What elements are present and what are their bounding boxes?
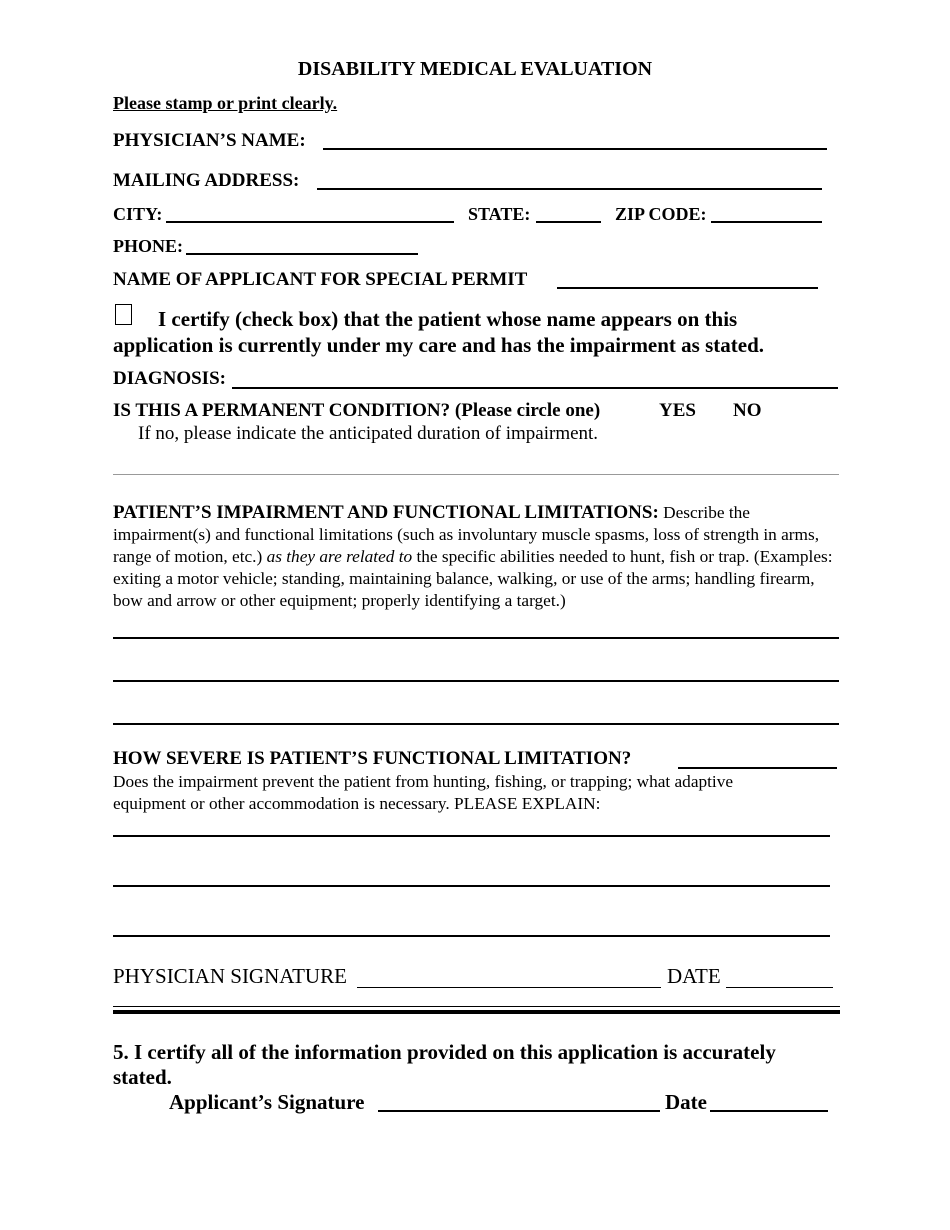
impairment-answer-line-3[interactable] xyxy=(113,723,839,725)
physician-date-field[interactable] xyxy=(726,987,833,988)
applicant-date-label: Date xyxy=(665,1090,707,1114)
severity-answer-line-1[interactable] xyxy=(113,835,830,837)
impairment-text-italic: as they are related to xyxy=(266,547,413,566)
applicant-certify-line2: stated. xyxy=(113,1065,172,1089)
severity-answer-line-3[interactable] xyxy=(113,935,830,937)
double-rule xyxy=(113,1006,840,1014)
state-label: STATE: xyxy=(468,204,531,224)
physician-signature-label: PHYSICIAN SIGNATURE xyxy=(113,964,347,988)
applicant-date-field[interactable] xyxy=(710,1110,828,1112)
physician-name-field[interactable] xyxy=(323,148,827,150)
impairment-answer-line-2[interactable] xyxy=(113,680,839,682)
applicant-name-label: NAME OF APPLICANT FOR SPECIAL PERMIT xyxy=(113,269,528,290)
mailing-address-field[interactable] xyxy=(317,188,822,190)
impairment-answer-line-1[interactable] xyxy=(113,637,839,639)
permanent-no-option[interactable]: NO xyxy=(733,400,762,421)
physician-name-label: PHYSICIAN’S NAME: xyxy=(113,130,306,151)
zip-field[interactable] xyxy=(711,221,822,223)
duration-note: If no, please indicate the anticipated duration of impairment. xyxy=(138,423,599,444)
impairment-text-a: Describe the impairment(s) and functional limitations (such as involuntary muscle spasms, loss of strength in arms, range of motion, etc.) xyxy=(113,503,820,566)
physician-date-label: DATE xyxy=(667,964,721,988)
applicant-name-field[interactable] xyxy=(557,287,818,289)
severity-heading: HOW SEVERE IS PATIENT’S FUNCTIONAL LIMITATION? xyxy=(113,748,632,769)
phone-field[interactable] xyxy=(186,253,418,255)
certify-text-line2: application is currently under my care and has the impairment as stated. xyxy=(113,333,765,357)
applicant-signature-label: Applicant’s Signature xyxy=(169,1090,365,1114)
severity-answer-line-2[interactable] xyxy=(113,885,830,887)
permanent-question: IS THIS A PERMANENT CONDITION? (Please circle one) xyxy=(113,400,601,421)
certify-checkbox[interactable] xyxy=(115,304,132,325)
section-divider xyxy=(113,474,839,475)
state-field[interactable] xyxy=(536,221,601,223)
city-label: CITY: xyxy=(113,204,163,224)
impairment-heading: PATIENT’S IMPAIRMENT AND FUNCTIONAL LIMITATIONS: xyxy=(113,502,659,523)
zip-label: ZIP CODE: xyxy=(615,204,707,224)
certify-text-line1: I certify (check box) that the patient whose name appears on this xyxy=(158,307,738,331)
severity-text: Does the impairment prevent the patient from hunting, fishing, or trapping; what adaptive equipment or other accommodation is necessary. PLEASE EXPLAIN: xyxy=(113,772,734,813)
severity-field[interactable] xyxy=(678,767,837,769)
diagnosis-label: DIAGNOSIS: xyxy=(113,368,226,389)
impairment-text-b: the specific abilities needed to hunt, fish or trap. (Examples: exiting a motor vehicle; standing, maintaining balance, walking, or use of the arms; handling firearm, bow and arrow or other equipment; properly identifying a target.) xyxy=(113,547,833,610)
applicant-signature-field[interactable] xyxy=(378,1110,660,1112)
instruction-text: Please stamp or print clearly. xyxy=(113,93,338,113)
diagnosis-field[interactable] xyxy=(232,387,838,389)
mailing-address-label: MAILING ADDRESS: xyxy=(113,170,300,191)
phone-label: PHONE: xyxy=(113,236,183,256)
physician-signature-field[interactable] xyxy=(357,987,661,988)
applicant-certify-line1: 5. I certify all of the information provided on this application is accurately xyxy=(113,1040,776,1064)
impairment-paragraph xyxy=(113,502,841,612)
permanent-yes-option[interactable]: YES xyxy=(659,400,696,421)
page-title: DISABILITY MEDICAL EVALUATION xyxy=(297,58,653,80)
city-field[interactable] xyxy=(166,221,454,223)
